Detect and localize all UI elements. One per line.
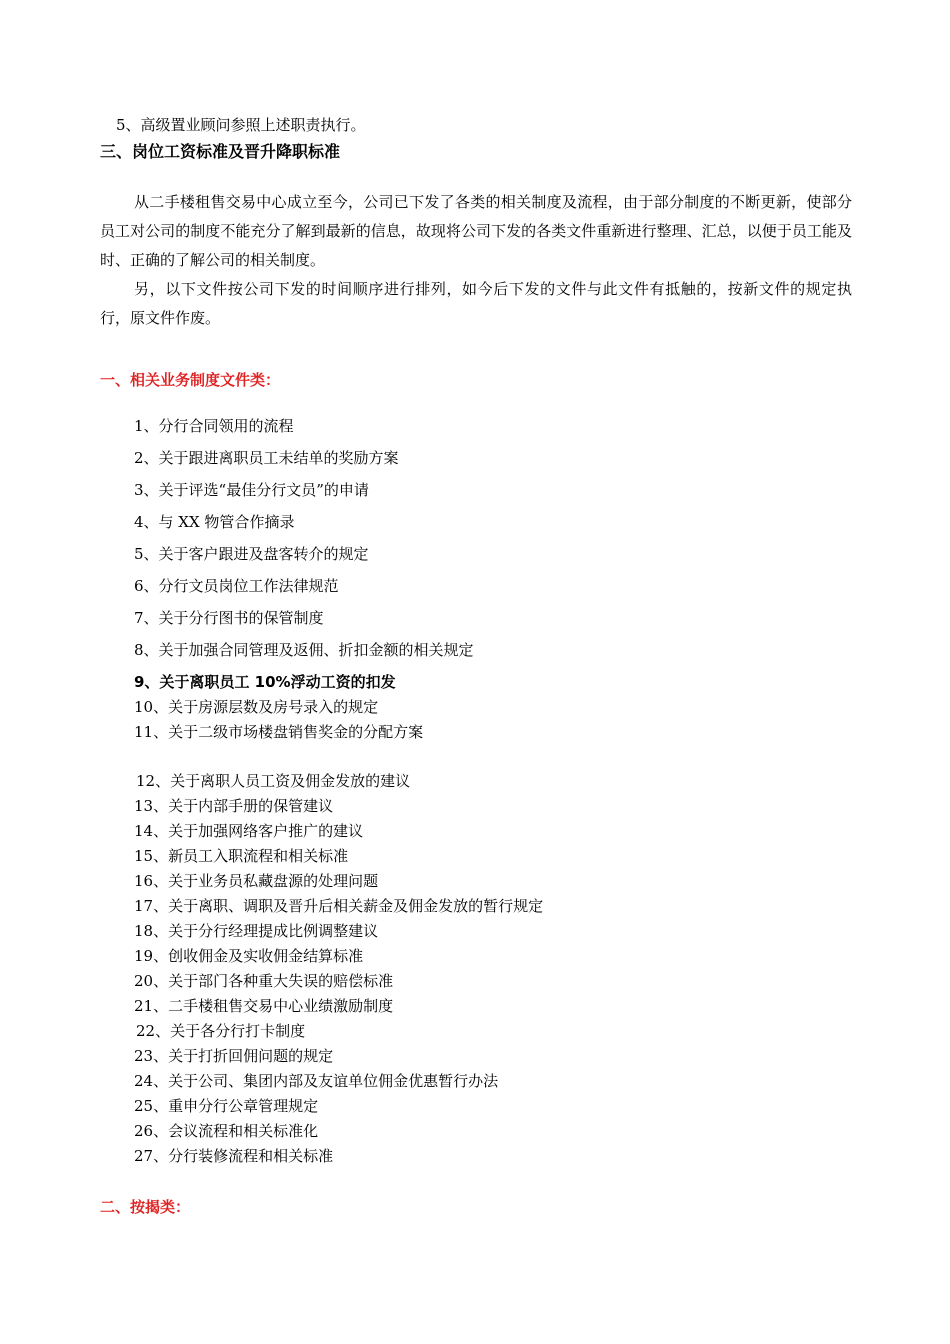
list-item: 5、关于客户跟进及盘客转介的规定 [134,545,369,563]
list-item: 1、分行合同领用的流程 [134,417,294,435]
intro-paragraph-1: 从二手楼租售交易中心成立至今，公司已下发了各类的相关制度及流程，由于部分制度的不断更新，使部分员工对公司的制度不能充分了解到最新的信息，故现将公司下发的各类文件重新进行整理、汇总，以便于员工能及时、正确的了解公司的相关制度。 [100,193,852,269]
list-item: 17、关于离职、调职及晋升后相关薪金及佣金发放的暂行规定 [134,897,544,915]
category-2-title: 二、按揭类： [100,1198,191,1216]
list-item: 20、关于部门各种重大失误的赔偿标准 [134,972,394,990]
list-item: 18、关于分行经理提成比例调整建议 [134,922,379,940]
list-item: 9、关于离职员工 10%浮动工资的扣发 [134,673,396,691]
list-item: 12、关于离职人员工资及佣金发放的建议 [136,772,411,790]
list-item: 25、重申分行公章管理规定 [134,1097,319,1115]
list-item: 2、关于跟进离职员工未结单的奖励方案 [134,449,399,467]
list-item: 10、关于房源层数及房号录入的规定 [134,698,379,716]
list-item: 8、关于加强合同管理及返佣、折扣金额的相关规定 [134,641,474,659]
list-item: 22、关于各分行打卡制度 [136,1022,306,1040]
list-item: 26、会议流程和相关标准化 [134,1122,319,1140]
list-item: 24、关于公司、集团内部及友谊单位佣金优惠暂行办法 [134,1072,499,1090]
list-item: 16、关于业务员私藏盘源的处理问题 [134,872,379,890]
responsibility-note: 5、高级置业顾问参照上述职责执行。 [116,116,366,134]
list-item: 19、创收佣金及实收佣金结算标准 [134,947,364,965]
list-item: 7、关于分行图书的保管制度 [134,609,324,627]
list-item: 11、关于二级市场楼盘销售奖金的分配方案 [134,723,424,741]
section-title: 三、岗位工资标准及晋升降职标准 [100,142,341,161]
list-item: 14、关于加强网络客户推广的建议 [134,822,364,840]
list-item: 13、关于内部手册的保管建议 [134,797,334,815]
list-item: 6、分行文员岗位工作法律规范 [134,577,339,595]
intro-paragraph-2: 另，以下文件按公司下发的时间顺序进行排列，如今后下发的文件与此文件有抵触的，按新文件的规定执行，原文件作废。 [100,280,852,327]
list-item: 4、与 XX 物管合作摘录 [134,513,295,531]
list-item: 15、新员工入职流程和相关标准 [134,847,349,865]
list-item: 21、二手楼租售交易中心业绩激励制度 [134,997,394,1015]
list-item: 27、分行装修流程和相关标准 [134,1147,334,1165]
list-item: 23、关于打折回佣问题的规定 [134,1047,334,1065]
list-item: 3、关于评选“最佳分行文员”的申请 [134,481,369,499]
category-1-title: 一、相关业务制度文件类： [100,371,281,389]
